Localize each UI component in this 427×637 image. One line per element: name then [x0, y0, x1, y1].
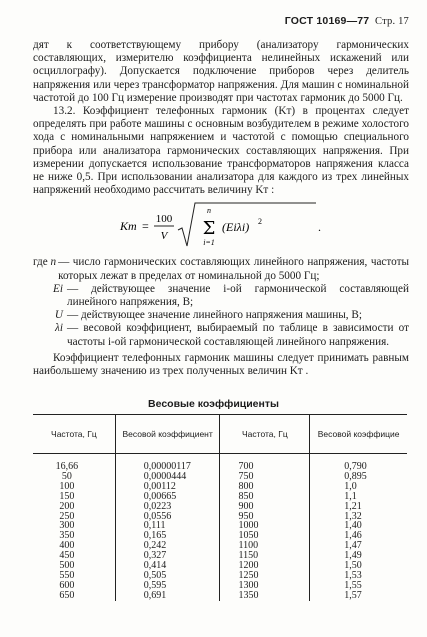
page-number: Стр. 17	[375, 16, 409, 27]
table-row	[33, 454, 407, 472]
table-cell: 0,790	[310, 454, 407, 472]
table-cell: 1,50	[310, 561, 407, 571]
table-cell: 0,0000444	[115, 472, 220, 482]
standard-number: ГОСТ 10169—77	[284, 15, 370, 27]
table-cell: 600	[59, 579, 75, 591]
paragraph-13-2: 13.2. Коэффициент телефонных гармоник (Kт) в процентах следует определять при работе машины с основным возбудителем в режиме холостого хода с номинальными напряжением и частотой с помощью специального прибора или анализатора гармонических составляющих напряжения. При измерении допускается использование трансформаторов напряжения класса не ниже 0,5. При использовании анализатора для каждого из трех линейных напряжений необходимо рассчитать величину Kт :	[33, 105, 409, 197]
table-cell: 550	[59, 569, 75, 581]
table-cell: 850	[220, 492, 310, 502]
formula-equals: =	[142, 219, 149, 234]
formula	[33, 200, 409, 252]
table-cell: 16,66	[55, 461, 79, 472]
table-cell: 200	[59, 500, 75, 512]
table-cell: 0,0556	[115, 512, 220, 522]
table-cell: 1,40	[310, 521, 407, 531]
table-cell: 0,0223	[115, 502, 220, 512]
table-cell: 800	[220, 482, 310, 492]
table-cell: 1150	[220, 551, 310, 561]
table-cell: 300	[59, 520, 75, 532]
where-word: где	[33, 256, 48, 269]
table-cell: 650	[59, 589, 75, 601]
table-cell: 0,414	[115, 561, 220, 571]
definition-item	[33, 322, 409, 348]
table-cell: 0,895	[310, 472, 407, 482]
table-cell: 0,242	[115, 541, 220, 551]
table-cell: 1,21	[310, 502, 407, 512]
formula-lhs: Kт	[120, 219, 137, 234]
page-header	[285, 15, 409, 27]
table-cell: 500	[59, 560, 75, 572]
table-cell: 150	[59, 490, 75, 502]
column-header: Весовой коэффицие	[310, 415, 407, 454]
formula-period: .	[318, 220, 321, 235]
table-cell: 0,00112	[115, 482, 220, 492]
table-cell: 1,57	[310, 591, 407, 601]
table-cell: 50	[61, 470, 72, 482]
table-cell: 0,00665	[115, 492, 220, 502]
column-header: Частота, Гц	[220, 415, 310, 454]
definition-text: — весовой коэффициент, выбираемый по таблице в зависимости от частоты i-ой гармонической составляющей линейного напряжения.	[67, 322, 409, 348]
table-cell: 1000	[220, 521, 310, 531]
column-header: Весовой коэффициент	[115, 415, 220, 454]
column-header: Частота, Гц	[33, 415, 115, 454]
table-cell: 1,53	[310, 571, 407, 581]
definitions	[33, 256, 409, 348]
table-cell: 100	[59, 480, 75, 492]
definition-item	[33, 283, 409, 309]
paragraph-conclusion: Коэффициент телефонных гармоник машины следует принимать равным наибольшему значению из трех полученных величин Kт .	[33, 351, 409, 378]
table-cell: 0,595	[115, 581, 220, 591]
table-cell: 1,1	[310, 492, 407, 502]
table-cell: 1100	[220, 541, 310, 551]
definition-text: — действующее значение линейного напряжения машины, В;	[67, 309, 362, 322]
table-cell: 1,47	[310, 541, 407, 551]
formula-exponent: 2	[258, 217, 262, 227]
table-cell: 250	[59, 510, 75, 522]
definition-item	[33, 309, 409, 322]
sum-lower: i=1	[203, 238, 215, 248]
definition-item	[33, 256, 409, 282]
table-cell: 1300	[220, 581, 310, 591]
paragraph-continuation: дят к соответствующему прибору (анализатору гармонических составляющих, измерителю коэффициента нелинейных искажений или осциллографу). Допускается подключение приборов через делитель напряжения или через трансформатор напряжения. Для машин с номинальной частотой до 100 Гц измерение производят при частотах гармоник до 5000 Гц.	[33, 39, 409, 104]
table-cell: 1250	[220, 571, 310, 581]
table-cell: 950	[220, 512, 310, 522]
table-cell: 0,111	[115, 521, 220, 531]
document-body	[33, 39, 409, 378]
sum-symbol: Σ	[202, 218, 216, 240]
sum-upper: n	[207, 206, 211, 216]
weight-coefficients-table	[33, 414, 407, 601]
table-row	[33, 591, 407, 601]
formula-numerator: 100	[155, 213, 173, 226]
table-cell: 1,49	[310, 551, 407, 561]
definition-symbol: n	[50, 256, 57, 269]
table-cell: 350	[59, 530, 75, 542]
table-cell: 1200	[220, 561, 310, 571]
table-cell: 750	[220, 472, 310, 482]
definition-text: — число гармонических составляющих линейного напряжения, частоты которых лежат в пределах от номинальной до 5000 Гц;	[58, 256, 409, 282]
table-cell: 700	[220, 454, 310, 472]
table-cell: 0,00000117	[115, 454, 220, 472]
table-body	[33, 454, 407, 601]
table-cell: 400	[59, 540, 75, 552]
table-cell: 1,55	[310, 581, 407, 591]
table-cell: 0,505	[115, 571, 220, 581]
table-cell: 1350	[220, 591, 310, 601]
formula-denominator: V	[160, 230, 168, 243]
table-cell: 0,691	[115, 591, 220, 601]
table-header-row	[33, 415, 407, 454]
definition-text: — действующее значение i-ой гармонической составляющей линейного напряжения, В;	[67, 282, 409, 309]
table-cell: 0,165	[115, 531, 220, 541]
table-caption: Весовые коэффициенты	[148, 398, 279, 410]
formula-term: (Eiλi)	[222, 220, 250, 235]
definition-symbol: Ei	[53, 282, 63, 295]
table-cell: 1,0	[310, 482, 407, 492]
definition-symbol: λi	[55, 322, 63, 335]
table-cell: 0,327	[115, 551, 220, 561]
formula-svg	[116, 200, 326, 252]
table-cell: 1,32	[310, 512, 407, 522]
definition-symbol: U	[54, 309, 63, 322]
table-cell: 900	[220, 502, 310, 512]
table-cell: 1,46	[310, 531, 407, 541]
table-cell: 1050	[220, 531, 310, 541]
table-cell: 450	[59, 550, 75, 562]
